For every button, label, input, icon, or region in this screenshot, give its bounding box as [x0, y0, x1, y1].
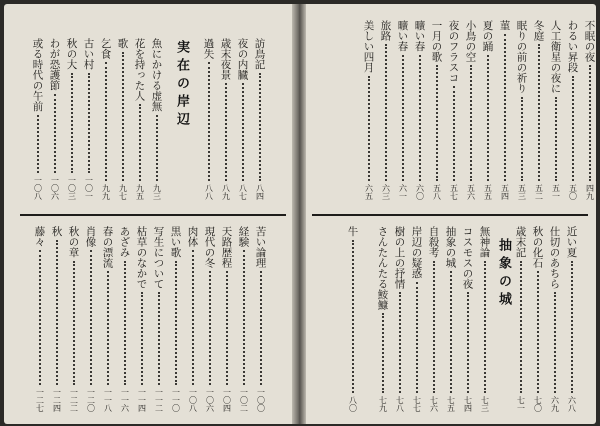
dot-leader [555, 97, 557, 182]
toc-entry[interactable] [464, 20, 477, 200]
toc-entry-title: 近い夏 [565, 226, 578, 258]
toc-entry-page: 五三 [517, 184, 527, 200]
toc-entry-title: 花を持った人 [133, 38, 146, 101]
toc-entry-page: 一〇二 [239, 388, 249, 412]
toc-entry-title: あざみ [118, 226, 131, 258]
toc-entry[interactable] [514, 226, 527, 412]
toc-entry-page: 九九 [101, 184, 111, 200]
toc-entry-title: 曠い春 [396, 20, 409, 52]
toc-entry-title: 曠い春 [413, 20, 426, 52]
toc-entry-page: 七〇 [533, 396, 543, 412]
toc-entry-title: 秋の章 [67, 226, 80, 258]
toc-entry[interactable] [478, 226, 491, 412]
toc-entry-page: 八八 [204, 184, 214, 200]
toc-entry-page: 一二四 [52, 388, 62, 412]
toc-entry-page: 八九 [221, 184, 231, 200]
toc-entry-title: 乞食 [99, 38, 112, 59]
toc-entry[interactable] [515, 20, 528, 200]
toc-entry-title: 過失 [202, 38, 215, 59]
dot-leader [192, 250, 194, 385]
toc-entry-page: 五四 [500, 184, 510, 200]
toc-entry-title: 抽象の城 [444, 226, 457, 268]
toc-entry-page: 六五 [364, 184, 374, 200]
toc-entry-page: 八七 [238, 184, 248, 200]
toc-entry-page: 五七 [449, 184, 459, 200]
toc-entry-page: 八〇 [348, 396, 358, 412]
toc-entry[interactable] [498, 20, 511, 200]
dot-leader [37, 115, 39, 174]
toc-entry-page: 一〇四 [222, 388, 232, 412]
toc-entry[interactable] [84, 226, 97, 412]
toc-entry-page: 一〇六 [50, 176, 60, 200]
toc-entry-title: わるい昇段 [566, 20, 579, 73]
toc-entry-page: 一二二 [69, 388, 79, 412]
toc-entry-page: 七四 [463, 396, 473, 412]
toc-entry[interactable] [219, 38, 232, 200]
toc-entry-title: 歳末夜景 [219, 38, 232, 80]
dot-leader [259, 73, 261, 182]
toc-entry[interactable] [461, 226, 474, 412]
toc-entry-title: 不眠の夜 [583, 20, 596, 62]
toc-entry-title: 岸辺の疑惑 [410, 226, 423, 279]
toc-entry-page: 七三 [480, 396, 490, 412]
toc-entry[interactable] [447, 20, 460, 200]
dot-leader [208, 62, 210, 181]
dot-leader [105, 62, 107, 181]
dot-leader [571, 261, 573, 394]
toc-entry[interactable] [583, 20, 596, 200]
toc-entry-title: 小鳥の空 [464, 20, 477, 62]
dot-leader [402, 55, 404, 182]
toc-entry-title: 経験 [237, 226, 250, 247]
toc-entry-page: 七七 [412, 396, 422, 412]
toc-entry-title: 一月の歌 [430, 20, 443, 62]
dot-leader [521, 97, 523, 182]
toc-entry-title: 歳末記 [514, 226, 527, 258]
toc-entry-page: 六八 [567, 396, 577, 412]
dot-leader [54, 94, 56, 174]
toc-entry-page: 九七 [118, 184, 128, 200]
toc-entry[interactable] [150, 38, 163, 200]
dot-leader [209, 271, 211, 385]
toc-entry-title: 樹の上の抒情 [393, 226, 406, 289]
toc-entry[interactable] [236, 38, 249, 200]
toc-entry[interactable] [152, 226, 165, 412]
dot-leader [260, 271, 262, 385]
toc-entry-page: 五二 [534, 184, 544, 200]
dot-leader [537, 271, 539, 393]
toc-entry[interactable] [566, 20, 579, 200]
toc-entry-title: 天路歴程 [220, 226, 233, 268]
toc-entry[interactable] [396, 20, 409, 200]
toc-entry-page: 七九 [378, 396, 388, 412]
dot-leader [141, 292, 143, 385]
dot-leader [56, 240, 58, 386]
dot-leader [484, 261, 486, 394]
dot-leader [124, 261, 126, 386]
dot-leader [71, 73, 73, 174]
toc-entry-title: 秋の化石 [531, 226, 544, 268]
toc-entry-page: 一一四 [137, 388, 147, 412]
toc-entry[interactable] [565, 226, 578, 412]
book-gutter [292, 4, 306, 424]
toc-entry-page: 一〇〇 [256, 388, 266, 412]
toc-entry-title: 藤々 [33, 226, 46, 247]
toc-entry[interactable] [118, 226, 131, 412]
right-section-heading: 抽象の城 [496, 238, 511, 310]
toc-entry-page: 一一二 [154, 388, 164, 412]
toc-entry[interactable] [169, 226, 182, 412]
dot-leader [538, 44, 540, 181]
toc-entry-title: さんたんたる鮟鱇 [376, 226, 389, 310]
toc-entry[interactable] [186, 226, 199, 412]
toc-entry-title: 秋 [50, 226, 63, 237]
toc-entry[interactable] [67, 226, 80, 412]
toc-entry[interactable] [549, 20, 562, 200]
dot-leader [243, 250, 245, 385]
dot-leader [520, 261, 522, 394]
dot-leader [368, 76, 370, 182]
toc-entry-page: 六〇 [415, 184, 425, 200]
toc-entry[interactable] [362, 20, 375, 200]
toc-entry[interactable] [376, 226, 389, 412]
toc-entry-title: わが恐護節 [48, 38, 61, 91]
toc-entry[interactable] [430, 20, 443, 200]
toc-entry-title: コスモスの夜 [461, 226, 474, 289]
toc-entry-page: 一一六 [120, 388, 130, 412]
toc-entry[interactable] [31, 38, 44, 200]
toc-entry-title: 人工衛星の夜に [549, 20, 562, 94]
toc-entry-page: 一二〇 [86, 388, 96, 412]
dot-leader [453, 86, 455, 181]
toc-entry-page: 八四 [255, 184, 265, 200]
toc-entry[interactable] [346, 226, 359, 412]
dot-leader [589, 65, 591, 181]
toc-entry-page: 七八 [395, 396, 405, 412]
toc-entry[interactable] [220, 226, 233, 412]
dot-leader [158, 292, 160, 385]
toc-entry-title: 美しい四月 [362, 20, 375, 73]
dot-leader [175, 261, 177, 386]
dot-leader [139, 104, 141, 181]
toc-entry-title: 無神論 [478, 226, 491, 258]
left-divider-rule [20, 214, 286, 216]
toc-entry[interactable] [65, 38, 78, 200]
dot-leader [450, 271, 452, 393]
dot-leader [470, 65, 472, 181]
toc-entry-title: 秋の大 [65, 38, 78, 70]
dot-leader [467, 292, 469, 393]
toc-entry-page: 五〇 [568, 184, 578, 200]
toc-entry-title: 夜の内臓 [236, 38, 249, 80]
dot-leader [416, 282, 418, 394]
dot-leader [156, 115, 158, 182]
toc-entry-page: 五八 [432, 184, 442, 200]
toc-entry[interactable] [379, 20, 392, 200]
toc-entry-title: 菫 [498, 20, 511, 31]
toc-entry-page: 七五 [446, 396, 456, 412]
toc-entry-title: 自殺考 [427, 226, 440, 258]
toc-entry[interactable] [99, 38, 112, 200]
toc-entry-title: 春の漂流 [101, 226, 114, 268]
toc-entry[interactable] [254, 226, 267, 412]
toc-entry-title: 古い村 [82, 38, 95, 70]
toc-entry-title: 眠りの前の祈り [515, 20, 528, 94]
toc-entry-title: 夏の踊 [481, 20, 494, 52]
dot-leader [419, 55, 421, 182]
toc-entry-page: 一〇六 [205, 388, 215, 412]
toc-entry[interactable] [33, 226, 46, 412]
toc-entry-page: 六一 [398, 184, 408, 200]
toc-entry-title: 歌 [116, 38, 129, 49]
toc-entry[interactable] [48, 38, 61, 200]
toc-entry-title: 訪鳥記 [253, 38, 266, 70]
dot-leader [90, 250, 92, 385]
toc-entry-page: 九三 [152, 184, 162, 200]
dot-leader [226, 271, 228, 385]
toc-entry[interactable] [410, 226, 423, 412]
toc-entry-page: 五五 [483, 184, 493, 200]
dot-leader [487, 55, 489, 182]
dot-leader [39, 250, 41, 385]
right-divider-rule [312, 214, 588, 216]
toc-entry[interactable] [203, 226, 216, 412]
toc-entry-title: 夜のフラスコ [447, 20, 460, 83]
toc-entry-title: 現代の冬 [203, 226, 216, 268]
toc-entry[interactable] [133, 38, 146, 200]
dot-leader [385, 44, 387, 181]
toc-entry[interactable] [481, 20, 494, 200]
toc-entry[interactable] [532, 20, 545, 200]
dot-leader [554, 292, 556, 393]
toc-entry-title: 苦い論理 [254, 226, 267, 268]
toc-entry-page: 六九 [550, 396, 560, 412]
toc-entry[interactable] [50, 226, 63, 412]
toc-entry-title: 写生について [152, 226, 165, 289]
toc-entry-title: 黒い歌 [169, 226, 182, 258]
toc-entry[interactable] [237, 226, 250, 412]
dot-leader [225, 83, 227, 181]
toc-entry-page: 一〇八 [188, 388, 198, 412]
dot-leader [352, 240, 354, 394]
toc-entry-title: 魚にかける虚無 [150, 38, 163, 112]
toc-entry-page: 一一八 [103, 388, 113, 412]
dot-leader [436, 65, 438, 181]
toc-entry[interactable] [427, 226, 440, 412]
dot-leader [107, 271, 109, 385]
toc-entry[interactable] [116, 38, 129, 200]
dot-leader [433, 261, 435, 394]
toc-entry[interactable] [444, 226, 457, 412]
dot-leader [122, 52, 124, 182]
toc-entry-title: 或る時代の午前 [31, 38, 44, 112]
toc-entry-title: 肉体 [186, 226, 199, 247]
dot-leader [382, 313, 384, 393]
toc-entry-page: 一〇三 [67, 176, 77, 200]
dot-leader [88, 73, 90, 174]
toc-entry[interactable] [202, 38, 215, 200]
toc-entry[interactable] [548, 226, 561, 412]
dot-leader [399, 292, 401, 393]
toc-entry-page: 九五 [135, 184, 145, 200]
toc-entry-page: 七一 [516, 396, 526, 412]
toc-entry-page: 一一〇 [171, 388, 181, 412]
toc-entry[interactable] [393, 226, 406, 412]
toc-entry-page: 一〇八 [33, 176, 43, 200]
toc-entry-page: 一二七 [35, 388, 45, 412]
dot-leader [73, 261, 75, 386]
toc-entry-page: 四九 [585, 184, 595, 200]
toc-entry[interactable] [413, 20, 426, 200]
dot-leader [572, 76, 574, 182]
dot-leader [242, 83, 244, 181]
toc-entry-page: 七六 [429, 396, 439, 412]
toc-entry-title: 枯草のなかで [135, 226, 148, 289]
toc-entry[interactable] [135, 226, 148, 412]
toc-entry-page: 五六 [466, 184, 476, 200]
toc-entry-title: 旅路 [379, 20, 392, 41]
left-section-heading: 実在の岸辺 [174, 40, 189, 130]
toc-entry[interactable] [253, 38, 266, 200]
toc-entry[interactable] [101, 226, 114, 412]
toc-entry-title: 牛 [346, 226, 359, 237]
toc-entry-page: 五一 [551, 184, 561, 200]
toc-entry-page: 一〇一 [84, 176, 94, 200]
toc-entry-title: 冬庭 [532, 20, 545, 41]
toc-entry[interactable] [531, 226, 544, 412]
toc-entry-title: 肖像 [84, 226, 97, 247]
dot-leader [504, 34, 506, 182]
toc-entry-title: 仕切のあちら [548, 226, 561, 289]
toc-entry-page: 六三 [381, 184, 391, 200]
toc-entry[interactable] [82, 38, 95, 200]
